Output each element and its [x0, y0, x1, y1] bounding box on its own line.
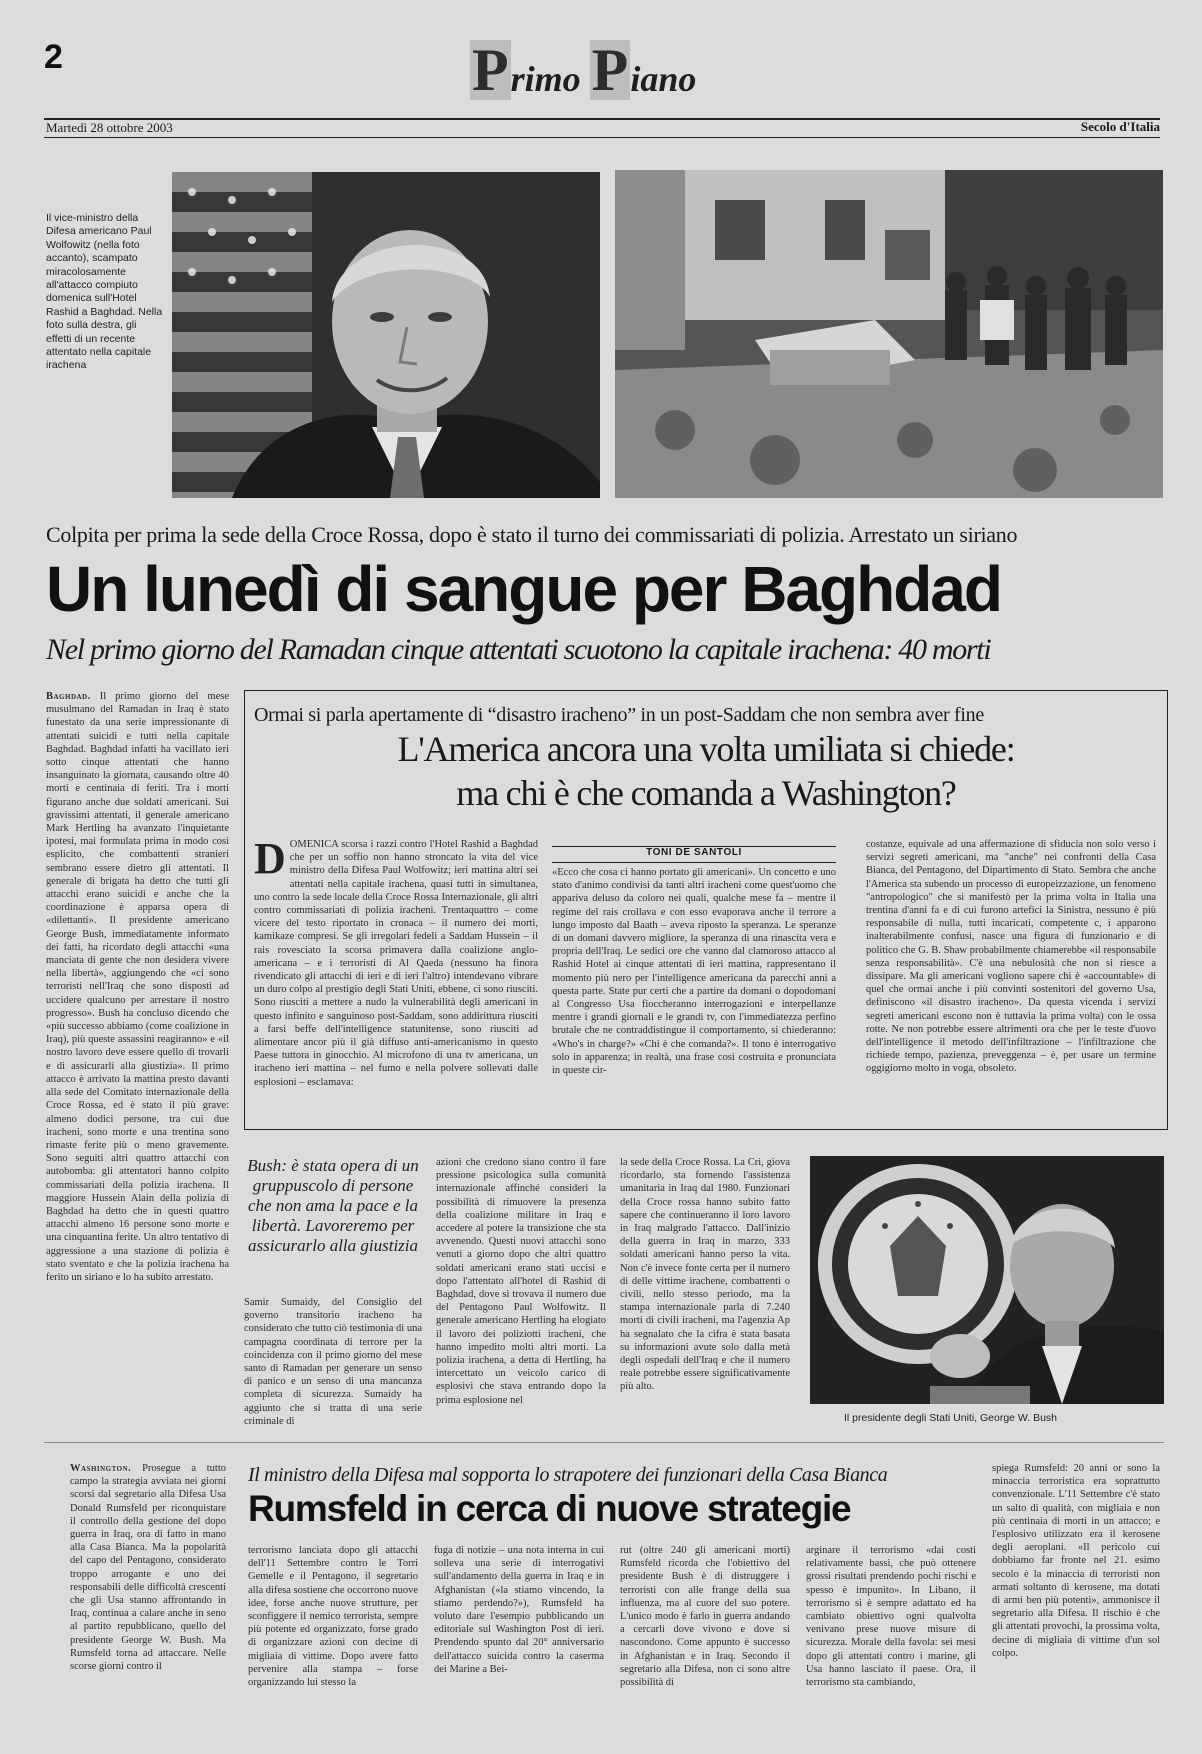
photo-bush: [810, 1156, 1164, 1404]
boxed-article-col-1-text: OMENICA scorsa i razzi contro l'Hotel Rashid a Baghdad che per un soffio non hanno stroncato la vita del vice ministro della Difesa Paul Wolfowitz; ieri mattina altri sei attentati nella capitale irachena, quasi tutti in simultanea, uno contro la sede locale della Croce Rossa Internazionale, gli altri contro commissariati di polizia iracheni. Trentaquattro – come vicere del testo riportato in cronaca – il numero dei morti, kamikaze compresi. Se gli irregolari fedeli a Saddam Hussein – il rais rovesciato la scorsa primavera dalla coalizione anglo-americana – e i terroristi di Al Qaeda (nessuno ha finora rivendicato gli attacchi di ieri e di ieri l'altro) intendevano vibrare un duro colpo al prestigio degli Stati Uniti, ebbene, ci sono riusciti. Sono riusciti a mettere a nudo la vulnerabilità degli americani in questo infinito e sanguinoso post-Saddam, sono addirittura riusciti a farsi beffe dell'intelligence statunitense, sono riusciti ad alimentare ancor più il già diffuso anti-americanismo in questo Paese tuttora in ginocchio. Al microfono di una tv americana, un iracheno ieri mattina – nel fumo e nella polvere sollevati dalle esplosioni – esclamava:: [254, 839, 538, 1088]
main-subheadline: Nel primo giorno del Ramadan cinque attentati scuotono la capitale irachena: 40 morti: [46, 633, 991, 666]
header-rule-bottom: [44, 137, 1160, 138]
rumsfeld-col-1: [70, 1462, 226, 1748]
boxed-article-col-1: [254, 838, 538, 1120]
section-title-initial-1: P: [472, 37, 509, 103]
bush-portrait-image: [810, 1156, 1164, 1404]
section-title-word-2: iano: [630, 59, 697, 99]
bush-pull-quote: Bush: è stata opera di un gruppuscolo di persone che non ama la pace e la libertà. Lavoreremo per assicurarlo alla giustizia: [247, 1156, 419, 1255]
section-title: [470, 37, 770, 110]
byline-rule-bottom: [552, 862, 836, 863]
rumsfeld-col-2: terrorismo lanciata dopo gli attacchi dell'11 Settembre contro le Torri Gemelle e il Pentagono, il segretario alla difesa sostiene che occorrono nuove idee, forse anche nuove strutture, per sconfiggere il nemico terrorista, sempre più potente ed organizzato, forse grado di organizzare azioni con decine di migliaia di vittime. Dopo avere fatto pervenire alla stampa – forse organizzando lui stesso la: [248, 1545, 418, 1689]
boxed-headline-line-2: ma chi è che comanda a Washington?: [456, 773, 956, 813]
main-headline: Un lunedì di sangue per Baghdad: [46, 553, 1001, 625]
main-article-col-3: azioni che credono siano contro il fare pressione psicologica sulla comunità internazionale affinché consideri la possibilità di rimuovere la presenza della coalizione militare in Iraq e accedere al potere la transizione che sta avvenendo. Questi nuovi attacchi sono venuti a giorno dopo che altri quattro soldati americani erano stati uccisi e dopo l'attentato all'hotel di Rashid di Baghdad, dove si trovava il numero due del Pentagono Paul Wolfowitz. Il generale americano Hertling ha elogiato il lavoro dei poliziotti iracheni, che hanno impedito molti altri morti. La polizia irachena, a detta di Hertling, ha intercettato un veicolo carico di esplosivi che stava entrando dopo la prima esplosione nel: [436, 1157, 606, 1406]
section-title-word-1: rimo: [510, 59, 590, 99]
bush-photo-caption: Il presidente degli Stati Uniti, George W. Bush: [844, 1412, 1058, 1424]
baghdad-attack-image: [615, 170, 1163, 498]
rumsfeld-col-1-text: Prosegue a tutto campo la strategia avviata nei giorni scorsi dal segretario alla Difesa Usa Donald Rumsfeld per riconquistare il controllo della gestione del dopo guerra in Iraq, ora di fatto in mano alla Casa Bianca. Ma la popolarità del capo del Pentagono, considerato troppo arrogante e uno dei responsabili delle difficoltà crescenti che gli Usa stanno affrontando in Iraq, continua a calare anche in seno al partito repubblicano, quello del presidente George W. Bush. Ma Rumsfeld torna ad attaccare. Nelle scorse giorni contro il: [70, 1463, 226, 1673]
photo-caption-wolfowitz: Il vice-ministro della Difesa americano Paul Wolfowitz (nella foto accanto), scampato miracolosamente all'attacco compiuto domenica sull'Hotel Rashid a Baghdad. Nella foto sulla destra, gli effetti di un recente attentato nella capitale irachena: [46, 212, 163, 372]
main-kicker: Colpita per prima la sede della Croce Rossa, dopo è stato il turno dei commissariati di polizia. Arrestato un siriano: [46, 522, 1018, 547]
rumsfeld-headline: Rumsfeld in cerca di nuove strategie: [248, 1488, 851, 1529]
boxed-kicker: Ormai si parla apertamente di “disastro iracheno” in un post-Saddam che non sembra aver fine: [254, 704, 984, 726]
main-article-col-2: Samir Sumaidy, del Consiglio del governo transitorio iracheno ha considerato che tutto ciò testimonia di una campagna coordinata di terrore per la coincidenza con il primo giorno del mese santo di Ramadan per generare un senso di panico e un senso di una mancanza completa di sicurezza. Sumaidy ha aggiunto che si tratta di una serie criminale di: [244, 1297, 422, 1427]
main-article-col-1: [46, 690, 229, 1430]
rumsfeld-col-5: arginare il terrorismo «dai costi relativamente bassi, che può ottenere grossi risultati prendendo pochi rischi e spesso è impunito». In Libano, il terrorismo si è sempre adattato ed ha cambiato obiettivo ogni qualvolta venivano prese nuove misure di sicurezza. Morale della favola: sei mesi dopo gli attentati contro i marine, gli Usa hanno lasciato il paese. Ora, il terrorismo sta cambiando,: [806, 1545, 976, 1689]
newspaper-name: Secolo d'Italia: [1080, 119, 1160, 134]
boxed-headline-line-1: L'America ancora una volta umiliata si chiede:: [397, 729, 1015, 769]
boxed-article-col-2: «Ecco che cosa ci hanno portato gli americani». Un concetto e uno stato d'animo condivisi da tanti altri iracheni come quest'uomo che appariva deluso da coloro nei quali, qualche mese fa – mentre il regime del rais crollava e con esso evaporava anche il terrore a lungo imposto dal Baath – aveva riposto la speranza. Le speranze di un domani davvero migliore, la speranza di una rinascita vera e propria dell'Iraq. Le sedici ore che vanno dal clamoroso attacco al Rashid Hotel ai cinque attentati di ieri mattina, rappresentano il momento più nero per l'intelligence americana da parecchi anni a questa parte. State pur certi che a partire da domani o dopodomani al Congresso Usa fioccheranno interrogazioni e interpellanze mentre i grandi giornali e le grandi tv, con l'immediatezza perfino brutale che ne contraddistingue il comportamento, si chiederanno: «Who's in charge?» «Chi è che comanda?». Il tono è interrogativo solo in apparenza; in realtà, una frase così costruita e pronunciata in queste cir-: [552, 867, 836, 1077]
main-dateline: Baghdad.: [46, 691, 91, 702]
rumsfeld-col-3: fuga di notizie – una nota interna in cui solleva una serie di interrogativi sull'andamento della guerra in Iraq e in Afghanistan («la stiamo vincendo, la stiamo perdendo?»), Rumsfeld ha voluto dare l'esempio pubblicando un editoriale sul Washington Post di ieri. Prendendo spunto dal 20° anniversario dell'attacco suicida contro la caserma dei Marine a Bei-: [434, 1545, 604, 1675]
main-article-col-1-text: Il primo giorno del mese musulmano del Ramadan in Iraq è stato funestato da una serie impressionante di attentati suicidi e tutti nella capitale Baghdad. Baghdad infatti ha vacillato ieri sotto cinque attentati che hanno insanguinato la giornata, causando oltre 40 morti e centinaia di feriti. Tra i morti figurano anche due soldati americani. Sui gravissimi attentati, il generale americano Mark Hertling ha avanzato l'inquietante ipotesi, mai formulata prima in modo così esplicito, che combattenti stranieri sembrano essere dietro gli attentati. Il generale di brigata ha detto che tutti gli attacchi erano suicidi e anche che la coordinazione è apparsa opera di «dilettanti». Il presidente americano George Bush, immediatamente informato dei fatti, ha ricordato degli attacchi «una manciata di gente che non desidera vivere nella libertà», aggiungendo che «ci sono terroristi nell'Iraq che sono disposti ad uccidere qualcuno per arrestare il nostro progresso». Bush ha concluso dicendo che «più successo abbiamo (come coalizione in Iraq), più queste assassini reagiranno» e «il nostro lavoro deve essere quello di trovarli e di assicurarli alla giustizia». Il primo attacco è arrivato la mattina presto davanti alla sede del Comitato internazionale della Croce Rossa, ed è stato il più grave: almeno dodici persone, tra cui due iracheni, sono morte e una trentina sono rimaste ferite più o meno gravemente. Sono seguiti altri quattro attacchi con autobomba: gli attentatori hanno colpito commissariati della polizia irachena. Il maggiore Hussein Alain della polizia di Baghdad ha detto che in questi quattro attacchi almeno 16 persone sono morte e una cinquantina ferite. Un altro tentativo di aggressione a una stazione di polizia è stato sventato e che la polizia irachena ha ferito un siriano e lo ha subito arrestato.: [46, 691, 229, 1283]
photo-attack-scene: [615, 170, 1163, 498]
photo-wolfowitz: [172, 172, 600, 498]
issue-date: Martedì 28 ottobre 2003: [46, 120, 173, 135]
section-title-initial-2: P: [591, 37, 629, 103]
header-rule-top: [44, 118, 1160, 120]
boxed-article-col-3: costanze, equivale ad una affermazione di sfiducia non solo verso i servizi segreti americani, ma "anche" nei confronti della Casa Bianca, del Pentagono, del Dipartimento di Stato. Sembra che anche l'America sta subendo un processo di europeizzazione, un fenomeno "antropologico" che si manifestò per la prima volta in Italia una trentina d'anni fa e di cui furono artefici la Sinistra, nessuno è più responsabile di nulla, tutti incaricati, competente c, i apparono inalterabilmente confusi, nasce una figura di funzionario e di politico che G. B. Shaw probabilmente chiamerebbe «il responsabile senza responsabilità». C'è una nebulosità che non si riesce a dissipare. Ma gli americani vogliono sapere chi è «accountable» di quel che ormai anche i più convinti sostenitori del governo Usa, definiscono «il disastro iracheno». Da questa vicenda i servizi segreti americani escono non è tuttavia la prima volta) con le ossa rotte. Ne non potrebbe essere altrimenti ora che per le teste d'uovo dell'intelligence il metodo dell'infiltrazione – l'infiltrazione che richiede tempo, pazienza, preveggenza – è, per usare un termine oggigiorno molto in voga, obsoleto.: [866, 839, 1156, 1075]
rumsfeld-col-4: rut (oltre 240 gli americani morti) Rumsfeld ricorda che l'obiettivo del presidente Bush è di distruggere i terroristi con alle frange della sua influenza, ma al cuore del suo potere. L'unico modo è farlo in guerra andando a cercarli dove vivono e dove si nascondono. Come appunto è successo in Afghanistan e in Iraq. Secondo il segretario alla Difesa, non ci sono altre possibilità di: [620, 1545, 790, 1689]
boxed-byline: TONI DE SANTOLI: [646, 847, 742, 858]
page-number: 2: [44, 38, 63, 76]
boxed-drop-cap: D: [254, 838, 286, 883]
section-separator: [44, 1442, 1164, 1443]
rumsfeld-kicker: Il ministro della Difesa mal sopporta lo strapotere dei funzionari della Casa Bianca: [248, 1464, 888, 1486]
wolfowitz-portrait-image: [172, 172, 600, 498]
rumsfeld-col-6: spiega Rumsfeld: 20 anni or sono la minaccia terroristica era soprattutto convenzionale. L'11 Settembre c'è stato un salto di qualità, con migliaia e non più centinaia di morti in un attacco; e l'esplosivo utilizzato era il kerosene degli aeroplani. «Il pericolo cui dobbiamo far fronte nel 21. esimo secolo è la minaccia di terroristi non armati soltanto di kerosene, ma dotati di armi ben più potenti», ammonisce il segretario alla Difesa. Il rischio è che gli attentati provochi, la prossima volta, decine di migliaia di vittime d'un sol colpo.: [992, 1463, 1160, 1659]
rumsfeld-dateline: Washington.: [70, 1463, 132, 1474]
main-article-col-4: la sede della Croce Rossa. La Cri, giova ricordarlo, sta fornendo l'assistenza umanitaria in Iraq dal 1980. Funzionari della Croce rossa hanno subito fatto sapere che continueranno il loro lavoro in Iraq malgrado l'attacco. Dall'inizio della guerra in Iraq in marzo, 333 soldati americani hanno perso la vita. Non c'è invece fonte certa per il numero di delle vittime irachene, combattenti o civili, nello stesso periodo, ma la stampa internazionale parla di 7.240 morti di civili iracheni, ma l'agenzia Ap ha segnalato che la cifra è stata basata su informazioni avute solo dalla metà degli ospedali dell'Iraq e che il numero reale potrebbe essere significativamente più alto.: [620, 1157, 790, 1393]
